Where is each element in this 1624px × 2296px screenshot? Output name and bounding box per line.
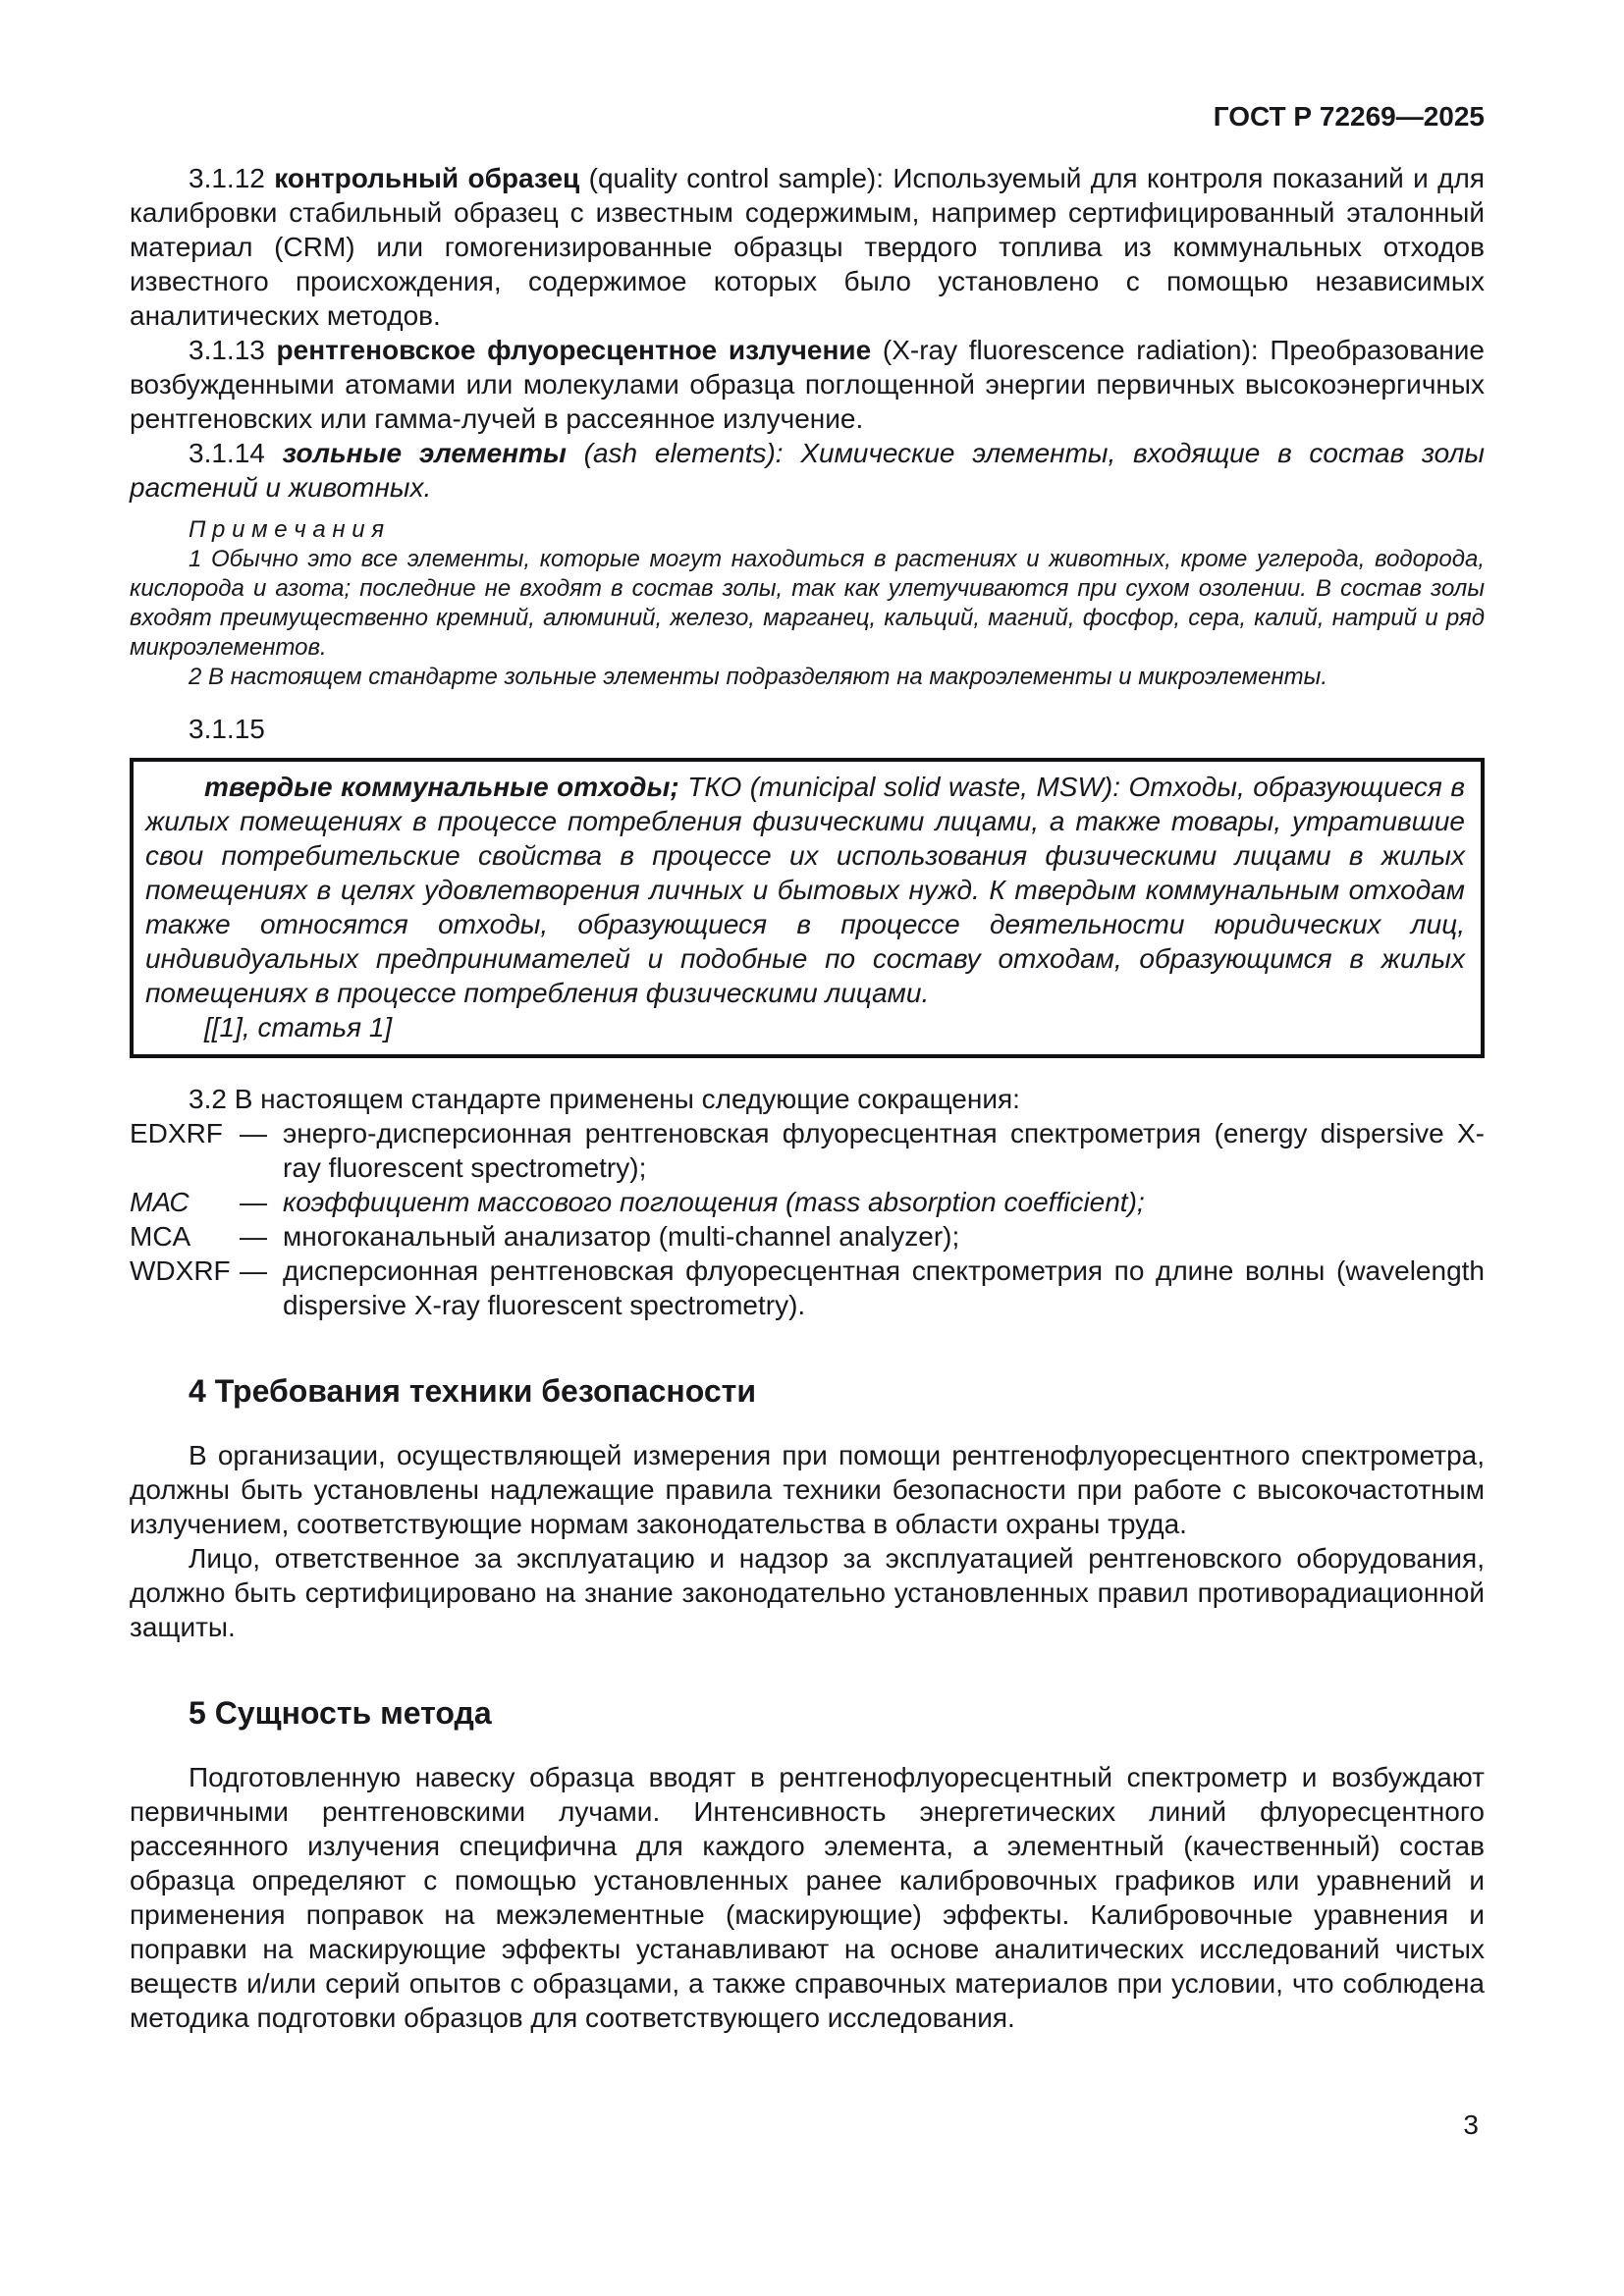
clause-3-2-intro: 3.2 В настоящем стандарте применены следующие сокращения: (189, 1084, 1020, 1114)
doc-number: ГОСТ Р 72269—2025 (1213, 101, 1485, 132)
abbr-definition: многоканальный анализатор (multi-channel analyzer); (283, 1221, 960, 1252)
clause-number: 3.1.12 (189, 163, 275, 193)
abbr-definition: коэффициент массового поглощения (mass absorption coefficient); (283, 1187, 1145, 1217)
legal-reference: [[1], статья 1] (204, 1012, 393, 1042)
term-definition: ТКО (municipal solid waste, MSW): Отходы, образующиеся в жилых помещениях в процессе потребления физическими лицами, а также товары, утратившие свои потребительские свойства в процессе их использования физическими лицами в жилых помещениях в целях удовлетворения личных и бытовых нужд. К твердым коммунальным отходам также относятся отходы, образующиеся в процессе деятельности юридических лиц, индивидуальных предпринимателей и подобные по составу отходам, образующимся в жилых помещениях в процессе потребления физическими лицами. (145, 772, 1465, 1008)
abbr-code: EDXRF (130, 1118, 223, 1148)
notes-block (130, 514, 1485, 692)
section-4-paragraph-1: В организации, осуществляющей измерения при помощи рентгенофлуоресцентного спектрометра, должны быть установлены надлежащие правила техники безопасности при работе с высокочастотным излучением, соответствующие нормам законодательства в области охраны труда. (130, 1440, 1485, 1539)
section-5-paragraph-1: Подготовленную навеску образца вводят в рентгенофлуоресцентный спектрометр и возбуждают первичными рентгеновскими лучами. Интенсивность энергетических линий флуоресцентного рассеянного излучения специфична для каждого элемента, а элементный (качественный) состав образца определяют с помощью установленных ранее калибровочных графиков или уравнений и применения поправок на межэлементные (маскирующие) эффекты. Калибровочные уравнения и поправки на маскирующие эффекты устанавливают на основе аналитических исследований чистых веществ и/или серий опытов с образцами, а также справочных материалов при условии, что соблюдена методика подготовки образцов для соответствующего исследования. (130, 1762, 1485, 2033)
abbr-code: MCA (130, 1221, 191, 1252)
note-item-1: 1 Обычно это все элементы, которые могут находиться в растениях и животных, кроме углерода, водорода, кислорода и азота; последние не входят в состав золы, так как улетучиваются при сухом озолении. В состав золы входят преимущественно кремний, алюминий, железо, марганец, кальций, магний, фосфор, сера, калий, натрий и ряд микроэлементов. (130, 546, 1485, 661)
abbr-definition: энерго-дисперсионная рентгеновская флуоресцентная спектрометрия (energy dispersive X-ray fluorescent spectrometry); (283, 1118, 1485, 1183)
section-4-paragraph-2: Лицо, ответственное за эксплуатацию и надзор за эксплуатацией рентгеновского оборудования, должно быть сертифицировано на знание законодательно установленных правил противорадиационной защиты. (130, 1543, 1485, 1642)
abbr-row-wdxrf (130, 1254, 1485, 1322)
term-title: контрольный образец (274, 163, 580, 193)
clause-number: 3.1.13 (189, 335, 277, 365)
clause-3-1-13 (130, 333, 1485, 436)
abbr-row-mca (130, 1219, 1485, 1254)
term-definition: (quality control sample): Используемый для контроля показаний и для калибровки стабильный образец с известным содержимым, например сертифицированный эталонный материал (CRM) или гомогенизированные образцы твердого топлива из коммунальных отходов известного происхождения, содержимое которых было установлено с помощью независимых аналитических методов. (130, 163, 1485, 331)
abbr-row-edxrf (130, 1116, 1485, 1185)
boxed-term-paragraph (145, 770, 1465, 1010)
abbr-code: WDXRF (130, 1255, 231, 1286)
abbr-code: МАС (130, 1187, 189, 1217)
clause-number: 3.1.14 (189, 438, 283, 468)
notes-title: П р и м е ч а н и я (189, 516, 385, 543)
term-definition: (ash elements): Химические элементы, входящие в состав золы растений и животных. (130, 438, 1485, 503)
clause-3-1-14 (130, 436, 1485, 505)
definition-box (130, 758, 1485, 1058)
term-definition: (X-ray fluorescence radiation): Преобразование возбужденными атомами или молекулами образца поглощенной энергии первичных высокоэнергичных рентгеновских или гамма-лучей в рассеянное излучение. (130, 335, 1486, 434)
page-number: 3 (1463, 2109, 1479, 2140)
abbr-dash: — (240, 1221, 267, 1252)
note-item-2: 2 В настоящем стандарте зольные элементы подразделяют на макроэлементы и микроэлементы. (189, 664, 1327, 690)
section-5-heading: 5 Сущность метода (189, 1695, 492, 1731)
abbr-definition: дисперсионная рентгеновская флуоресцентная спектрометрия по длине волны (wavelength dispersive X-ray fluorescent spectrometry). (283, 1255, 1485, 1320)
abbr-dash: — (240, 1255, 267, 1286)
term-title: твердые коммунальные отходы; (204, 772, 679, 802)
clause-3-1-15-number: 3.1.15 (189, 714, 265, 744)
abbr-row-mac (130, 1185, 1485, 1219)
abbreviations-list (130, 1116, 1485, 1322)
term-title: зольные элементы (282, 438, 567, 468)
section-4-heading: 4 Требования техники безопасности (189, 1373, 757, 1409)
abbr-dash: — (240, 1118, 267, 1148)
clause-3-1-12 (130, 161, 1485, 333)
abbr-dash: — (240, 1187, 267, 1217)
term-title: рентгеновское флуоресцентное излучение (276, 335, 872, 365)
